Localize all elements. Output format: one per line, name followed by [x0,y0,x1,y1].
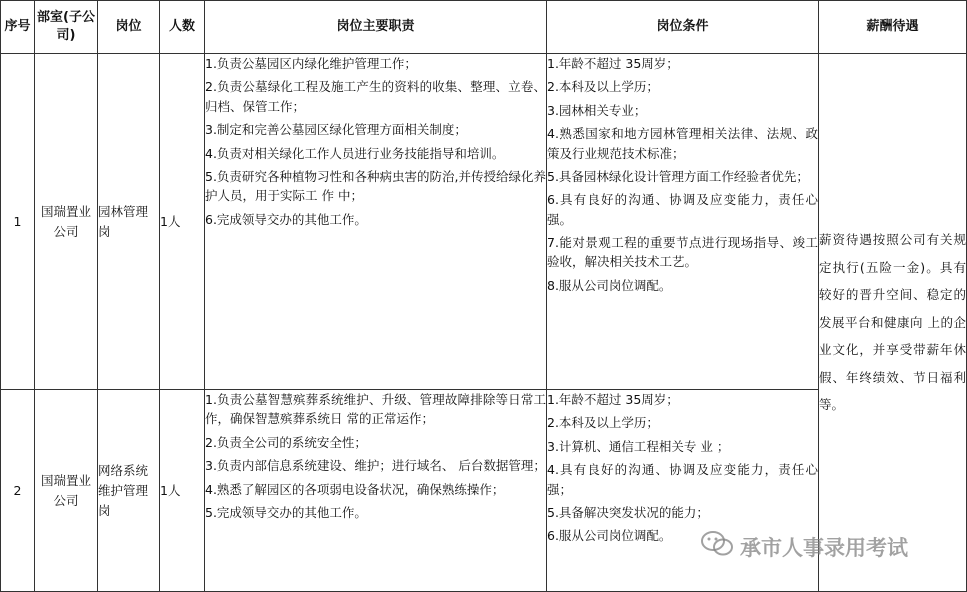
cell-dept: 国瑞置业公司 [35,390,98,592]
cell-no: 1 [1,54,35,390]
cell-count: 1人 [160,54,205,390]
list-item: 1.年龄不超过 35周岁； [547,392,679,407]
list-item: 4.具有良好的沟通、协调及应变能力，责任心强； [547,462,818,497]
list-item: 5.具备园林绿化设计管理方面工作经验者优先； [547,168,809,184]
list-item: 8.服从公司岗位调配。 [547,277,672,293]
list-item: 1.年龄不超过 35周岁； [547,56,679,71]
list-item: 4.熟悉了解园区的各项弱电设备状况，确保熟练操作； [205,481,505,497]
duties-list [205,54,546,229]
cell-count: 1人 [160,390,205,592]
cell-position: 网络系统维护管理岗 [98,390,160,592]
list-item: 5.负责研究各种植物习性和各种病虫害的防治,并传授给绿化养护人员，用于实际工 作 中； [205,168,546,204]
watermark-text: 承市人事录用考试 [740,535,908,560]
cell-requirements [547,390,819,592]
cell-duties [205,54,547,390]
list-item: 2.本科及以上学历； [547,415,659,431]
list-item: 3.制定和完善公墓园区绿化管理方面相关制度； [205,122,467,138]
cell-no: 2 [1,390,35,592]
list-item: 6.完成领导交办的其他工作。 [205,211,367,227]
list-item: 3.负责内部信息系统建设、维护；进行域名、 后台数据管理； [205,458,546,474]
list-item: 5.具备解决突发状况的能力； [547,504,709,520]
header-duties: 岗位主要职责 [205,1,547,54]
header-requirements: 岗位条件 [547,1,819,54]
cell-salary: 薪资待遇按照公司有关规定执行(五险一金)。具有较好的晋升空间、稳定的发展平台和健康向 上的企业文化，并享受带薪年休假、年终绩效、节日福利等。 [819,54,967,592]
cell-requirements [547,54,819,390]
list-item: 1.负责公墓智慧殡葬系统维护、升级、管理故障排除等日常工作，确保智慧殡葬系统日 常的正常运作； [205,392,546,427]
header-dept: 部室(子公司) [35,1,98,54]
duties-list [205,390,546,522]
list-item: 1.负责公墓园区内绿化维护管理工作； [205,56,417,71]
header-no: 序号 [1,1,35,54]
cell-duties [205,390,547,592]
cell-dept: 国瑞置业公司 [35,54,98,390]
list-item: 7.能对景观工程的重要节点进行现场指导、竣工验收，解决相关技术工艺。 [547,235,818,270]
header-count: 人数 [160,1,205,54]
requirements-list [547,54,818,295]
list-item: 6.具有良好的沟通、协调及应变能力，责任心强。 [547,192,818,227]
list-item: 5.完成领导交办的其他工作。 [205,504,367,520]
list-item: 6.服从公司岗位调配。 [547,528,672,544]
list-item: 4.熟悉国家和地方园林管理相关法律、法规、政策及行业规范技术标准； [547,126,818,161]
list-item: 2.本科及以上学历； [547,79,659,95]
list-item: 3.计算机、通信工程相关专 业 ； [547,438,730,454]
requirements-list [547,390,818,546]
list-item: 4.负责对相关绿化工作人员进行业务技能指导和培训。 [205,145,505,161]
cell-position: 园林管理岗 [98,54,160,390]
header-row [1,1,967,54]
list-item: 2.负责公墓绿化工程及施工产生的资料的收集、整理、立卷、归档、保管工作； [205,79,546,114]
header-salary: 薪酬待遇 [819,1,967,54]
header-position: 岗位 [98,1,160,54]
list-item: 2.负责全公司的系统安全性； [205,434,367,450]
table-row [1,54,967,390]
list-item: 3.园林相关专业； [547,102,647,118]
